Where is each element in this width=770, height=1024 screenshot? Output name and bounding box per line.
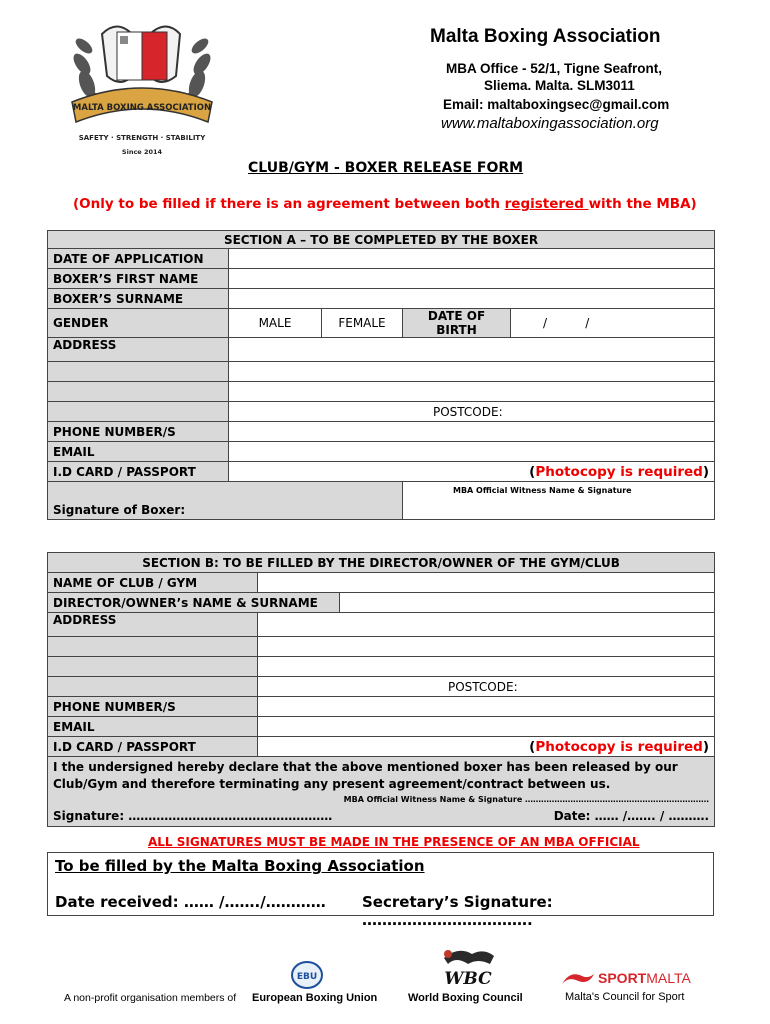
section-a-title: SECTION A – TO BE COMPLETED BY THE BOXER: [48, 231, 715, 249]
address-spacer-1: [48, 362, 229, 382]
club-id-card-label: I.D CARD / PASSPORT: [48, 737, 258, 757]
postcode-label[interactable]: POSTCODE:: [229, 402, 715, 422]
logo-since: Since 2014: [121, 148, 163, 156]
club-phone-field[interactable]: [258, 697, 715, 717]
club-email-field[interactable]: [258, 717, 715, 737]
address-line-2[interactable]: [229, 362, 715, 382]
id-card-field[interactable]: [229, 462, 715, 482]
wbc-logo: [438, 946, 498, 990]
surname-field[interactable]: [229, 289, 715, 309]
photocopy-required: Photocopy is required: [535, 463, 703, 480]
club-postcode-label[interactable]: POSTCODE:: [258, 677, 715, 697]
club-name-field[interactable]: [258, 573, 715, 593]
boxer-signature-label: Signature of Boxer:: [48, 482, 403, 520]
declaration-line-2: Club/Gym and therefore terminating any present agreement/contract between us.: [53, 777, 611, 791]
section-a-table: [47, 230, 715, 520]
club-address-line-2[interactable]: [258, 637, 715, 657]
club-id-card-field[interactable]: [258, 737, 715, 757]
club-address-spacer-2: [48, 657, 258, 677]
website: www.maltaboxingassociation.org: [441, 115, 659, 132]
secretary-signature-field[interactable]: Secretary’s Signature: …………………………….: [362, 893, 553, 929]
club-date-line[interactable]: Date: …… /……. / ……….: [553, 809, 710, 823]
club-name-label: NAME OF CLUB / GYM: [48, 573, 258, 593]
mba-box-title: To be filled by the Malta Boxing Association: [55, 857, 425, 875]
declaration-line-1: I the undersigned hereby declare that the above mentioned boxer has been released by our: [53, 760, 678, 774]
first-name-label: BOXER’S FIRST NAME: [48, 269, 229, 289]
club-email-label: EMAIL: [48, 717, 258, 737]
sportmalta-malta: MALTA: [646, 970, 691, 986]
surname-label: BOXER’S SURNAME: [48, 289, 229, 309]
email-label: EMAIL: [48, 442, 229, 462]
sportmalta-sport: SPORT: [598, 970, 647, 986]
dob-label: DATE OF BIRTH: [403, 309, 511, 338]
ebu-caption: European Boxing Union: [252, 992, 378, 1004]
org-name: Malta Boxing Association: [430, 26, 661, 47]
photocopy-open: (: [529, 463, 536, 480]
sportmalta-caption: Malta's Council for Sport: [565, 991, 685, 1003]
date-of-application-label: DATE OF APPLICATION: [48, 249, 229, 269]
ebu-logo-text: EBU: [296, 972, 318, 982]
form-title: CLUB/GYM - BOXER RELEASE FORM: [248, 160, 524, 176]
club-address-line-3[interactable]: [258, 657, 715, 677]
club-photocopy-close: ): [702, 738, 710, 755]
address-label: ADDRESS: [48, 338, 229, 362]
notice-before: (Only to be filled if there is an agreement between both: [73, 196, 505, 212]
all-signatures-notice: ALL SIGNATURES MUST BE MADE IN THE PRESENCE OF AN MBA OFFICIAL: [148, 835, 640, 849]
id-card-label: I.D CARD / PASSPORT: [48, 462, 229, 482]
sportmalta-swoosh-icon: [560, 970, 596, 986]
nonprofit-text: A non-profit organisation members of: [64, 992, 237, 1004]
section-b-title: SECTION B: TO BE FILLED BY THE DIRECTOR/OWNER OF THE GYM/CLUB: [48, 553, 715, 573]
club-address-line-1[interactable]: [258, 613, 715, 637]
witness-label: MBA Official Witness Name & Signature: [453, 486, 632, 495]
mba-logo: [62, 14, 222, 164]
club-address-spacer-3: [48, 677, 258, 697]
address-line-1[interactable]: [229, 338, 715, 362]
notice-after: with the MBA): [588, 196, 697, 212]
agreement-notice: [73, 196, 697, 212]
email-line: Email: maltaboxingsec@gmail.com: [443, 97, 670, 112]
address-spacer-2: [48, 382, 229, 402]
first-name-field[interactable]: [229, 269, 715, 289]
witness-field[interactable]: [403, 482, 715, 520]
director-label: DIRECTOR/OWNER’s NAME & SURNAME: [48, 593, 340, 613]
club-photocopy-open: (: [529, 738, 536, 755]
wbc-caption: World Boxing Council: [408, 992, 523, 1004]
gender-female-option[interactable]: FEMALE: [322, 309, 403, 338]
address-line-3[interactable]: [229, 382, 715, 402]
logo-banner-text: MALTA BOXING ASSOCIATION: [72, 103, 212, 113]
club-address-spacer-1: [48, 637, 258, 657]
gender-label: GENDER: [48, 309, 229, 338]
mba-official-box: [47, 852, 714, 929]
office-line-1: MBA Office - 52/1, Tigne Seafront,: [446, 61, 663, 76]
logo-motto: SAFETY · STRENGTH · STABILITY: [78, 134, 206, 142]
club-phone-label: PHONE NUMBER/S: [48, 697, 258, 717]
club-photocopy-required: Photocopy is required: [535, 738, 703, 755]
declaration-block: [48, 757, 715, 827]
wbc-logo-text: WBC: [444, 969, 492, 989]
date-of-application-field[interactable]: [229, 249, 715, 269]
gender-male-option[interactable]: MALE: [229, 309, 322, 338]
date-received-field[interactable]: Date received: …… /……./…………: [55, 893, 326, 911]
phone-label: PHONE NUMBER/S: [48, 422, 229, 442]
club-address-label: ADDRESS: [48, 613, 258, 637]
club-signature-line[interactable]: Signature: ……………………………………………: [53, 809, 333, 823]
office-line-2: Sliema. Malta. SLM3011: [484, 78, 635, 93]
ebu-logo: [290, 960, 324, 990]
director-field[interactable]: [340, 593, 715, 613]
notice-underlined: registered: [504, 196, 589, 212]
photocopy-close: ): [702, 463, 710, 480]
sportmalta-logo: [560, 968, 710, 988]
dob-field[interactable]: / /: [511, 309, 715, 338]
phone-field[interactable]: [229, 422, 715, 442]
email-field[interactable]: [229, 442, 715, 462]
address-spacer-3: [48, 402, 229, 422]
club-witness-line[interactable]: MBA Official Witness Name & Signature ……………………………………………………………: [343, 795, 710, 804]
section-b-table: [47, 552, 715, 827]
